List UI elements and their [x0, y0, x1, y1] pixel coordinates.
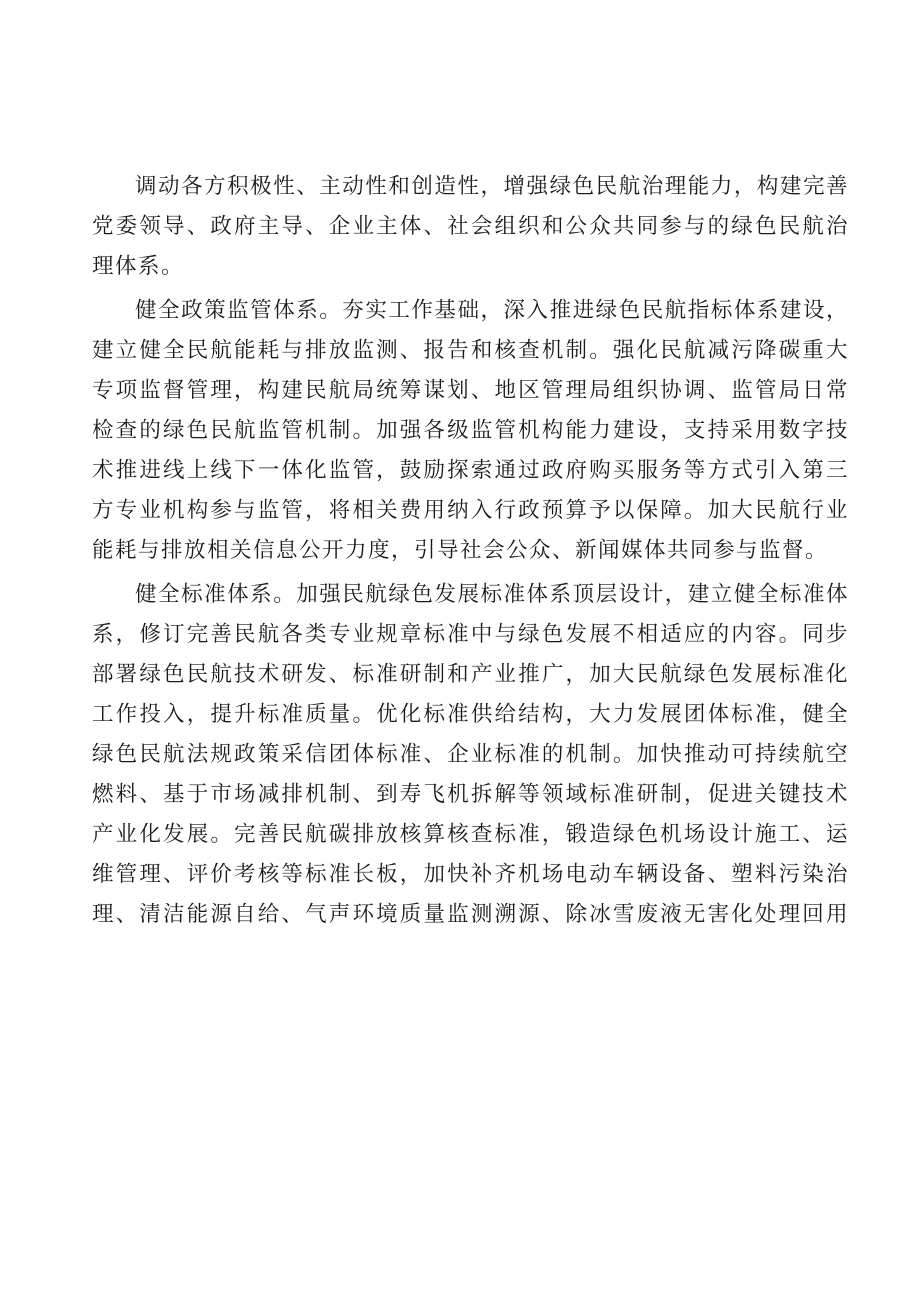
text-line: 部署绿色民航技术研发、标准研制和产业推广，加大民航绿色发展标准化 — [92, 662, 849, 687]
document-body — [92, 167, 849, 939]
text-line: 术推进线上线下一体化监管，鼓励探索通过政府购买服务等方式引入第三 — [92, 458, 849, 483]
text-line: 方专业机构参与监管，将相关费用纳入行政预算予以保障。加大民航行业 — [92, 498, 849, 523]
text-line: 建立健全民航能耗与排放监测、报告和核查机制。强化民航减污降碳重大 — [92, 338, 849, 363]
text-line: 党委领导、政府主导、企业主体、社会组织和公众共同参与的绿色民航治 — [92, 214, 849, 239]
text-line: 绿色民航法规政策采信团体标准、企业标准的机制。加快推动可持续航空 — [92, 742, 849, 767]
text-line: 能耗与排放相关信息公开力度，引导社会公众、新闻媒体共同参与监督。 — [92, 538, 829, 563]
text-line: 产业化发展。完善民航碳排放核算核查标准，锻造绿色机场设计施工、运 — [92, 822, 849, 847]
text-line: 燃料、基于市场减排机制、到寿飞机拆解等领域标准研制，促进关键技术 — [92, 782, 849, 807]
text-line: 维管理、评价考核等标准长板，加快补齐机场电动车辆设备、塑料污染治 — [92, 862, 849, 887]
text-line: 调动各方积极性、主动性和创造性，增强绿色民航治理能力，构建完善 — [135, 174, 849, 199]
text-line: 健全标准体系。加强民航绿色发展标准体系顶层设计，建立健全标准体 — [135, 582, 849, 607]
paragraph-standards-system — [92, 575, 849, 935]
text-line: 专项监督管理，构建民航局统筹谋划、地区管理局组织协调、监管局日常 — [92, 378, 849, 403]
paragraph-policy-supervision — [92, 291, 849, 571]
text-line: 健全政策监管体系。夯实工作基础，深入推进绿色民航指标体系建设， — [135, 298, 849, 323]
text-line: 理、清洁能源自给、气声环境质量监测溯源、除冰雪废液无害化处理回用 — [92, 902, 849, 927]
text-line: 理体系。 — [92, 254, 185, 279]
paragraph-governance — [92, 167, 849, 287]
text-line: 系，修订完善民航各类专业规章标准中与绿色发展不相适应的内容。同步 — [92, 622, 849, 647]
text-line: 工作投入，提升标准质量。优化标准供给结构，大力发展团体标准，健全 — [92, 702, 849, 727]
text-line: 检查的绿色民航监管机制。加强各级监管机构能力建设，支持采用数字技 — [92, 418, 849, 443]
